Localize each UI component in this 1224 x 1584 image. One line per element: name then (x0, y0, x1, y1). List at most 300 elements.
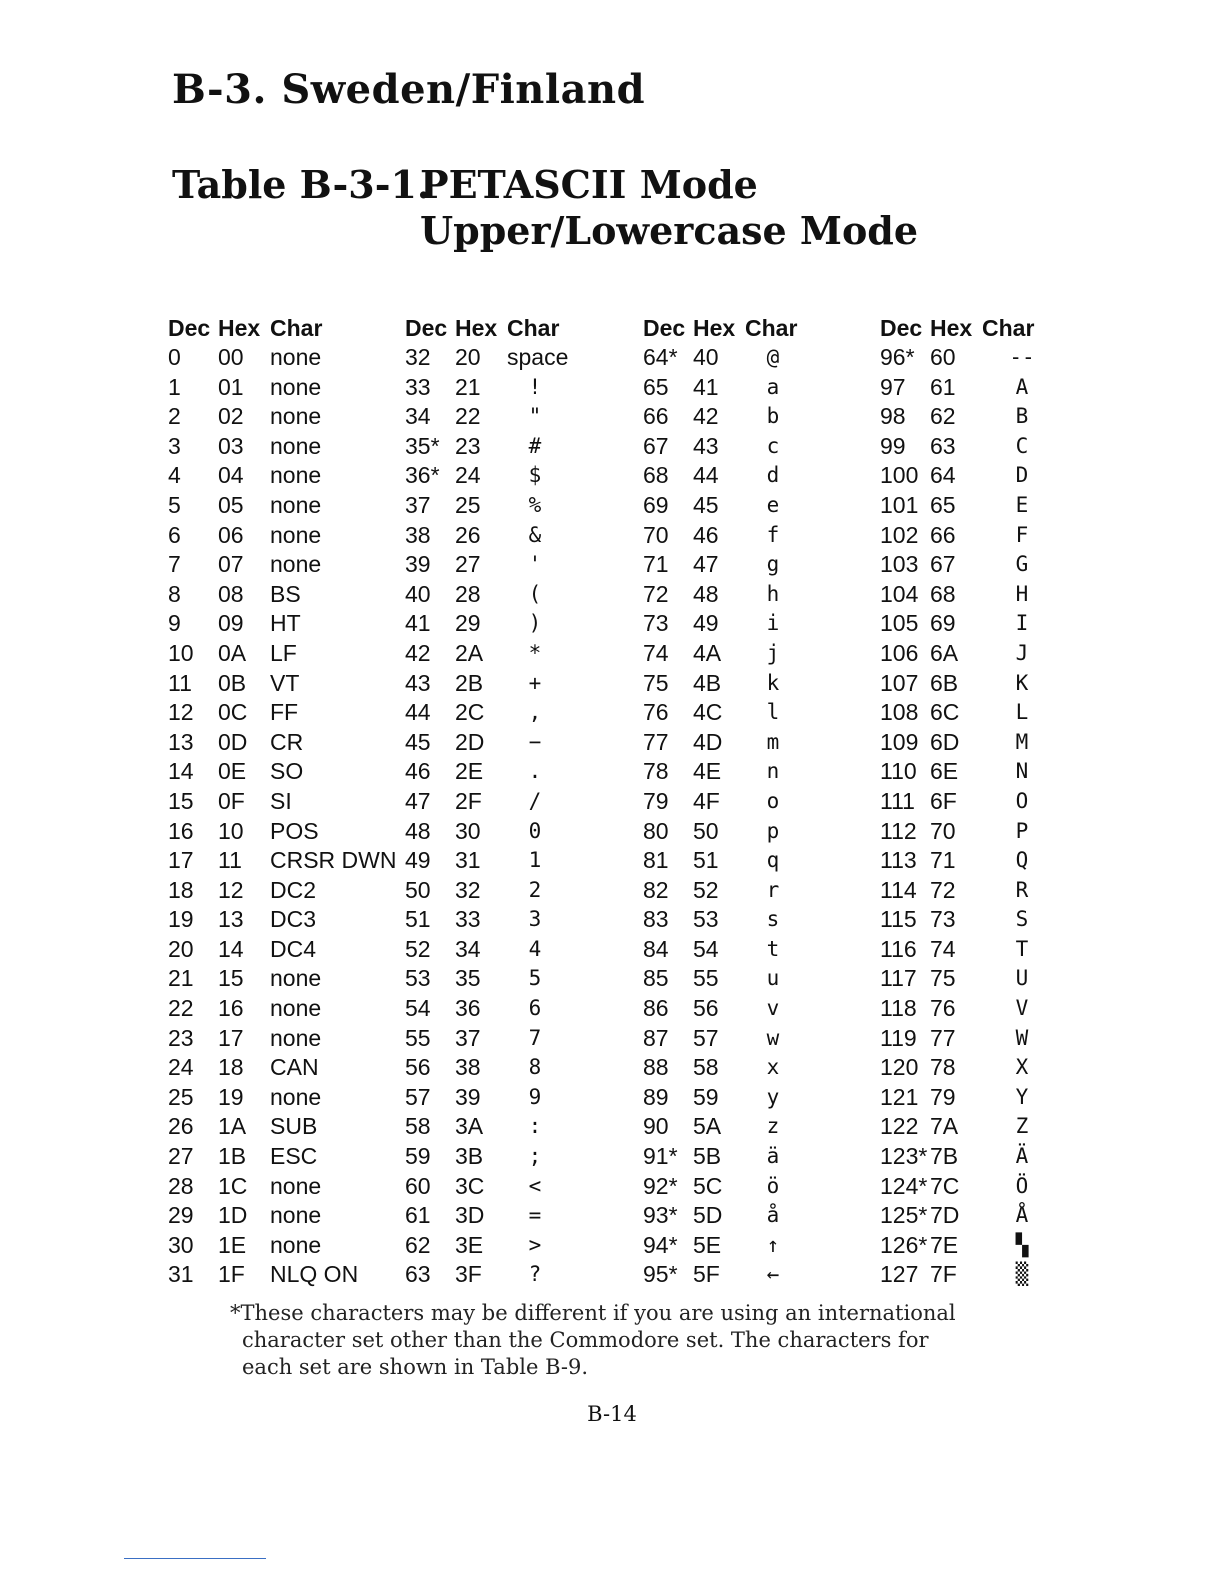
char-cell: SUB (270, 1113, 318, 1140)
table-row (405, 343, 641, 373)
table-row (405, 787, 641, 817)
char-cell: V (1015, 996, 1029, 1021)
hex-cell: 6B (930, 669, 959, 696)
table-row (405, 491, 641, 521)
hex-cell: 48 (693, 580, 719, 607)
hex-cell: 61 (930, 373, 956, 400)
dec-cell: 9 (168, 610, 181, 637)
table-row (643, 402, 879, 432)
header-dec: Dec (643, 315, 686, 341)
hex-cell: 39 (455, 1083, 481, 1110)
hex-cell: 5F (693, 1261, 720, 1288)
dec-cell: 45 (405, 728, 431, 755)
char-cell: L (1015, 700, 1029, 725)
char-cell: 9 (528, 1084, 542, 1109)
char-cell: I (1015, 611, 1029, 636)
table-row (168, 402, 404, 432)
char-cell: Å (1015, 1203, 1029, 1228)
char-cell: DC3 (270, 906, 317, 933)
char-cell: 6 (528, 996, 542, 1021)
dec-cell: 36* (405, 462, 440, 489)
table-row (643, 491, 879, 521)
char-cell: o (766, 788, 780, 813)
dec-cell: 0 (168, 344, 181, 370)
char-cell: p (766, 818, 780, 843)
hex-cell: 70 (930, 817, 956, 844)
table-row (880, 1083, 1116, 1113)
dec-cell: 77 (643, 728, 669, 755)
hex-cell: 5A (693, 1113, 722, 1140)
hex-cell: 6D (930, 728, 960, 755)
hex-cell: 06 (218, 521, 244, 548)
hex-cell: 38 (455, 1054, 481, 1081)
char-cell: ▒ (1015, 1262, 1029, 1287)
hex-cell: 16 (218, 995, 244, 1022)
char-cell: y (766, 1084, 780, 1109)
table-row (643, 609, 879, 639)
dec-cell: 34 (405, 403, 431, 430)
table-block-2 (405, 313, 641, 1290)
dec-cell: 3 (168, 432, 181, 459)
header-hex: Hex (693, 315, 736, 341)
char-cell: 1 (528, 848, 542, 873)
hex-cell: 55 (693, 965, 719, 992)
header-dec: Dec (405, 315, 448, 341)
char-cell: SO (270, 758, 304, 785)
hex-cell: 6F (930, 787, 957, 814)
table-rows (168, 343, 404, 1290)
hex-cell: 1B (218, 1143, 247, 1170)
char-cell: none (270, 1083, 322, 1110)
hex-cell: 49 (693, 610, 719, 637)
table-row (643, 521, 879, 551)
char-cell: S (1015, 907, 1029, 932)
column-header (880, 313, 1116, 343)
hex-cell: 4B (693, 669, 722, 696)
table-row (405, 905, 641, 935)
char-cell: i (766, 611, 780, 636)
dec-cell: 44 (405, 699, 431, 726)
dec-cell: 63 (405, 1261, 431, 1288)
hex-cell: 1F (218, 1261, 245, 1288)
header-hex: Hex (930, 315, 973, 341)
hex-cell: 66 (930, 521, 956, 548)
table-row (168, 1142, 404, 1172)
char-cell: DC2 (270, 876, 317, 903)
hex-cell: 24 (455, 462, 481, 489)
table-row (405, 1053, 641, 1083)
char-cell: Q (1015, 848, 1029, 873)
dec-cell: 10 (168, 639, 194, 666)
hex-cell: 56 (693, 995, 719, 1022)
char-cell: LF (270, 639, 297, 666)
table-row (405, 935, 641, 965)
char-cell: none (270, 995, 322, 1022)
table-row (405, 432, 641, 462)
hex-cell: 2F (455, 787, 482, 814)
char-cell: T (1015, 936, 1029, 961)
hex-cell: 6A (930, 639, 959, 666)
char-cell: U (1015, 966, 1029, 991)
dec-cell: 82 (643, 876, 669, 903)
hex-cell: 65 (930, 491, 956, 518)
table-row (168, 343, 404, 373)
table-row (168, 491, 404, 521)
header-char: Char (507, 315, 560, 341)
table-row (643, 1201, 879, 1231)
hex-cell: 18 (218, 1054, 244, 1081)
dec-cell: 72 (643, 580, 669, 607)
hex-cell: 31 (455, 847, 481, 874)
hex-cell: 21 (455, 373, 481, 400)
char-cell: H (1015, 581, 1029, 606)
char-cell: none (270, 965, 322, 992)
table-rows (405, 343, 641, 1290)
hex-cell: 5E (693, 1231, 722, 1258)
table-row (168, 521, 404, 551)
table-row (405, 1201, 641, 1231)
hex-cell: 27 (455, 551, 481, 578)
hex-cell: 1C (218, 1172, 248, 1199)
table-row (643, 550, 879, 580)
dec-cell: 18 (168, 876, 194, 903)
table-row (405, 846, 641, 876)
dec-cell: 120 (880, 1054, 919, 1081)
table-caption (172, 162, 918, 254)
char-cell: DC4 (270, 935, 317, 962)
dec-cell: 25 (168, 1083, 194, 1110)
table-row (643, 373, 879, 403)
char-cell: e (766, 492, 780, 517)
hex-cell: 5C (693, 1172, 723, 1199)
table-row (643, 639, 879, 669)
table-row (405, 1172, 641, 1202)
hex-cell: 6C (930, 699, 960, 726)
dec-cell: 52 (405, 935, 431, 962)
hex-cell: 6E (930, 758, 959, 785)
table-row (168, 964, 404, 994)
dec-cell: 97 (880, 373, 906, 400)
table-row (643, 432, 879, 462)
dec-cell: 101 (880, 491, 919, 518)
table-row (880, 373, 1116, 403)
table-row (405, 876, 641, 906)
dec-cell: 67 (643, 432, 669, 459)
table-row (405, 1024, 641, 1054)
table-row (643, 698, 879, 728)
hex-cell: 0A (218, 639, 247, 666)
dec-cell: 2 (168, 403, 181, 430)
dec-cell: 65 (643, 373, 669, 400)
char-cell: / (528, 788, 542, 813)
char-cell: r (766, 877, 780, 902)
dec-cell: 89 (643, 1083, 669, 1110)
table-row (880, 1260, 1116, 1290)
dec-cell: 73 (643, 610, 669, 637)
table-row (880, 1231, 1116, 1261)
hex-cell: 22 (455, 403, 481, 430)
hex-cell: 37 (455, 1024, 481, 1051)
table-row (643, 728, 879, 758)
footnote-line-1: *These characters may be different if you are using an international (230, 1301, 956, 1325)
table-row (643, 580, 879, 610)
char-cell: ö (766, 1173, 780, 1198)
char-cell: v (766, 996, 780, 1021)
dec-cell: 19 (168, 906, 194, 933)
hex-cell: 51 (693, 847, 719, 874)
char-cell: & (528, 522, 542, 547)
table-row (168, 1053, 404, 1083)
char-cell: Ö (1015, 1173, 1029, 1198)
char-cell: > (528, 1232, 542, 1257)
dec-cell: 5 (168, 491, 181, 518)
hex-cell: 34 (455, 935, 481, 962)
hex-cell: 52 (693, 876, 719, 903)
char-cell: l (766, 700, 780, 725)
table-row (168, 1083, 404, 1113)
hex-cell: 7F (930, 1261, 957, 1288)
footnote-line-2: character set other than the Commodore set. The characters for (242, 1328, 929, 1352)
table-row (643, 905, 879, 935)
footnote-line-3: each set are shown in Table B-9. (242, 1355, 589, 1379)
table-row (880, 1024, 1116, 1054)
table-row (405, 1083, 641, 1113)
hex-cell: 64 (930, 462, 956, 489)
dec-cell: 50 (405, 876, 431, 903)
dec-cell: 88 (643, 1054, 669, 1081)
char-cell: Y (1015, 1084, 1029, 1109)
table-row (643, 461, 879, 491)
table-row (880, 402, 1116, 432)
char-cell: none (270, 491, 322, 518)
dec-cell: 48 (405, 817, 431, 844)
table-row (168, 550, 404, 580)
char-cell: none (270, 521, 322, 548)
char-cell: D (1015, 463, 1029, 488)
table-row (168, 787, 404, 817)
hex-cell: 23 (455, 432, 481, 459)
dec-cell: 105 (880, 610, 919, 637)
table-row (643, 1231, 879, 1261)
char-cell: CR (270, 728, 304, 755)
char-cell: w (766, 1025, 780, 1050)
dec-cell: 111 (880, 787, 915, 814)
dec-cell: 121 (880, 1083, 919, 1110)
dec-cell: 103 (880, 551, 919, 578)
char-cell: none (270, 1231, 322, 1258)
dec-cell: 15 (168, 787, 194, 814)
dec-cell: 112 (880, 817, 917, 844)
char-cell: ↑ (766, 1232, 780, 1257)
char-cell: SI (270, 787, 292, 814)
dec-cell: 122 (880, 1113, 919, 1140)
char-cell: 7 (528, 1025, 542, 1050)
dec-cell: 20 (168, 935, 194, 962)
table-row (405, 1260, 641, 1290)
header-char: Char (745, 315, 798, 341)
hex-cell: 46 (693, 521, 719, 548)
footnote (230, 1300, 970, 1381)
section-title: B-3. Sweden/Finland (172, 66, 646, 113)
hex-cell: 03 (218, 432, 244, 459)
table-row (643, 1142, 879, 1172)
hex-cell: 36 (455, 995, 481, 1022)
char-cell: @ (766, 345, 780, 369)
char-cell: b (766, 404, 780, 429)
table-row (168, 373, 404, 403)
hex-cell: 3B (455, 1143, 484, 1170)
dec-cell: 116 (880, 935, 917, 962)
hex-cell: 0B (218, 669, 247, 696)
char-cell: ▚ (1015, 1232, 1029, 1257)
dec-cell: 6 (168, 521, 181, 548)
char-cell: BS (270, 580, 301, 607)
hex-cell: 78 (930, 1054, 956, 1081)
table-row (168, 757, 404, 787)
dec-cell: 14 (168, 758, 194, 785)
table-row (405, 728, 641, 758)
hex-cell: 14 (218, 935, 244, 962)
dec-cell: 7 (168, 551, 181, 578)
table-row (880, 1112, 1116, 1142)
hex-cell: 58 (693, 1054, 719, 1081)
dec-cell: 80 (643, 817, 669, 844)
dec-cell: 22 (168, 995, 194, 1022)
table-row (880, 609, 1116, 639)
hex-cell: 33 (455, 906, 481, 933)
hex-cell: 77 (930, 1024, 956, 1051)
table-row (880, 698, 1116, 728)
table-row (880, 787, 1116, 817)
dec-cell: 115 (880, 906, 917, 933)
char-cell: none (270, 403, 322, 430)
hex-cell: 05 (218, 491, 244, 518)
hex-cell: 41 (693, 373, 719, 400)
hex-cell: 10 (218, 817, 244, 844)
hex-cell: 13 (218, 906, 244, 933)
char-cell: j (766, 640, 780, 665)
hex-cell: 7C (930, 1172, 960, 1199)
dec-cell: 104 (880, 580, 919, 607)
hex-cell: 3F (455, 1261, 482, 1288)
dec-cell: 24 (168, 1054, 194, 1081)
table-row (168, 846, 404, 876)
table-row (168, 461, 404, 491)
char-cell: none (270, 1202, 322, 1229)
char-cell: ! (528, 374, 542, 399)
table-row (880, 728, 1116, 758)
table-row (405, 964, 641, 994)
char-cell: none (270, 344, 322, 370)
char-cell: 5 (528, 966, 542, 991)
dec-cell: 95* (643, 1261, 678, 1288)
hex-cell: 3C (455, 1172, 485, 1199)
table-row (168, 1172, 404, 1202)
char-cell: * (528, 640, 542, 665)
table-block-1 (168, 313, 404, 1290)
char-cell: Z (1015, 1114, 1029, 1139)
hex-cell: 17 (218, 1024, 244, 1051)
dec-cell: 71 (643, 551, 669, 578)
table-row (643, 1172, 879, 1202)
dec-cell: 102 (880, 521, 919, 548)
char-cell: − (528, 729, 542, 754)
header-char: Char (982, 315, 1035, 341)
dec-cell: 78 (643, 758, 669, 785)
hex-cell: 4E (693, 758, 722, 785)
table-row (168, 817, 404, 847)
hex-cell: 5B (693, 1143, 722, 1170)
char-cell: ) (528, 611, 542, 636)
table-row (405, 521, 641, 551)
char-cell: 0 (528, 818, 542, 843)
dec-cell: 47 (405, 787, 431, 814)
hex-cell: 63 (930, 432, 956, 459)
char-cell: ä (766, 1144, 780, 1169)
dec-cell: 51 (405, 906, 431, 933)
hex-cell: 09 (218, 610, 244, 637)
hex-cell: 32 (455, 876, 481, 903)
hex-cell: 7B (930, 1143, 959, 1170)
hex-cell: 3E (455, 1231, 484, 1258)
table-row (643, 757, 879, 787)
hex-cell: 07 (218, 551, 244, 578)
char-cell: % (528, 492, 542, 517)
hex-cell: 00 (218, 344, 244, 370)
hex-cell: 72 (930, 876, 956, 903)
dec-cell: 28 (168, 1172, 194, 1199)
column-header (405, 313, 641, 343)
dec-cell: 83 (643, 906, 669, 933)
table-row (405, 698, 641, 728)
dec-cell: 8 (168, 580, 181, 607)
table-row (880, 1201, 1116, 1231)
dec-cell: 84 (643, 935, 669, 962)
char-cell: VT (270, 669, 300, 696)
hex-cell: 62 (930, 403, 956, 430)
char-cell: 2 (528, 877, 542, 902)
hex-cell: 02 (218, 403, 244, 430)
dec-cell: 26 (168, 1113, 194, 1140)
hex-cell: 26 (455, 521, 481, 548)
hex-cell: 7E (930, 1231, 959, 1258)
dec-cell: 21 (168, 965, 194, 992)
char-cell: X (1015, 1055, 1029, 1080)
table-row (168, 1024, 404, 1054)
hex-cell: 0D (218, 728, 248, 755)
dec-cell: 96* (880, 344, 915, 370)
char-cell: t (766, 936, 780, 961)
hex-cell: 29 (455, 610, 481, 637)
char-cell: ( (528, 581, 542, 606)
char-cell: å (766, 1203, 780, 1228)
dec-cell: 35* (405, 432, 440, 459)
char-cell: none (270, 373, 322, 400)
table-row (405, 639, 641, 669)
char-cell: k (766, 670, 780, 695)
char-cell: 8 (528, 1055, 542, 1080)
char-cell: $ (528, 463, 542, 488)
hex-cell: 15 (218, 965, 244, 992)
hex-cell: 2E (455, 758, 484, 785)
dec-cell: 117 (880, 965, 917, 992)
hex-cell: 53 (693, 906, 719, 933)
dec-cell: 43 (405, 669, 431, 696)
table-row (643, 1024, 879, 1054)
dec-cell: 39 (405, 551, 431, 578)
dec-cell: 110 (880, 758, 917, 785)
table-row (168, 1112, 404, 1142)
